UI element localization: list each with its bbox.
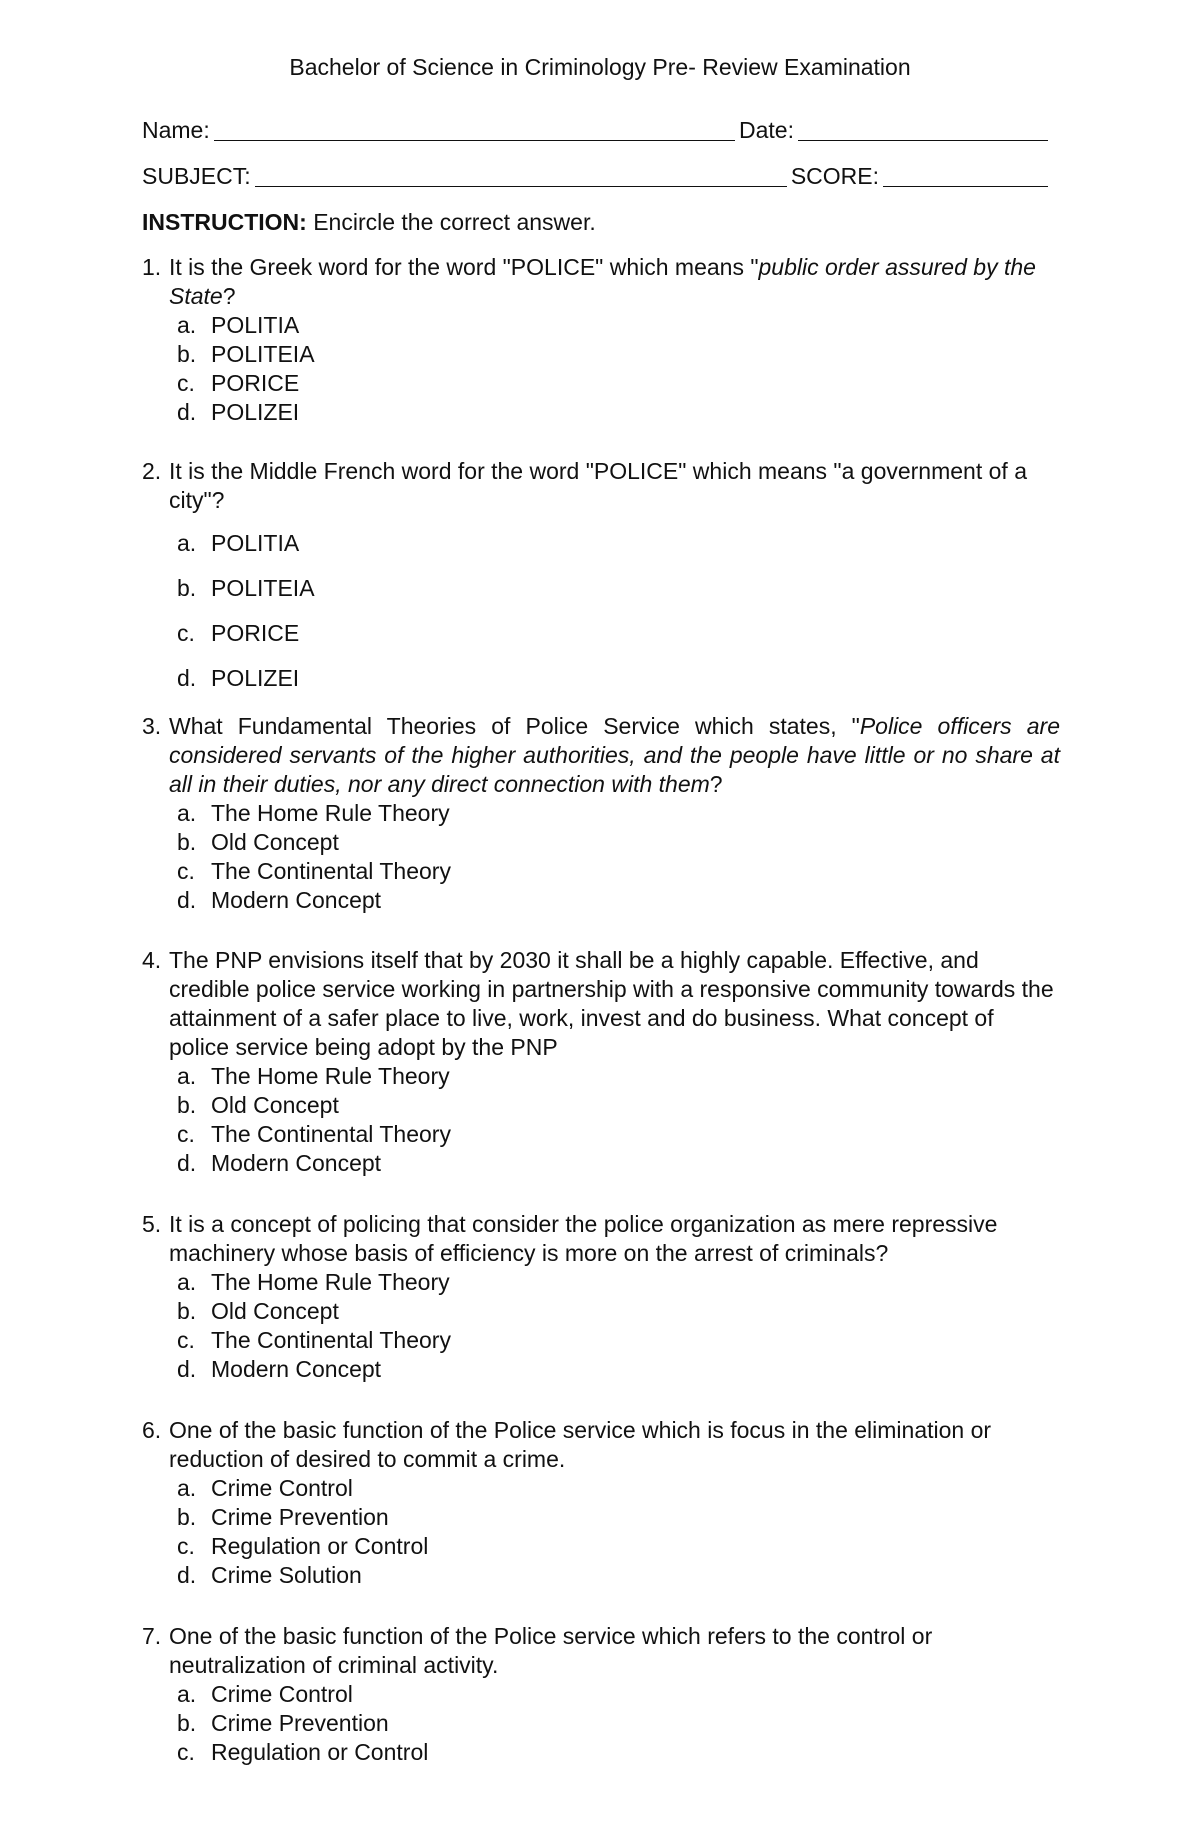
name-field[interactable] — [214, 118, 735, 141]
question-5 — [142, 1210, 1060, 1384]
option-b[interactable]: b. POLITEIA — [177, 575, 315, 601]
option-a[interactable]: a. The Home Rule Theory — [177, 1269, 450, 1295]
option-a[interactable]: a. Crime Control — [177, 1475, 353, 1501]
option-b[interactable]: b. Old Concept — [177, 829, 339, 855]
question-text: What Fundamental Theories of Police Service which states, "Police officers are considered servants of the higher authorities, and the people have little or no share at all in their duties, nor any direct connection with them? — [169, 713, 1060, 797]
option-b[interactable]: b. Crime Prevention — [177, 1504, 389, 1530]
option-c[interactable]: c. The Continental Theory — [177, 1327, 451, 1353]
option-d[interactable]: d. Modern Concept — [177, 887, 382, 913]
name-label: Name: — [142, 117, 210, 143]
option-c[interactable]: c. PORICE — [177, 370, 300, 396]
options — [177, 1474, 1060, 1590]
question-number: 4. — [142, 947, 162, 973]
name-date-row — [142, 116, 1052, 145]
question-number: 3. — [142, 713, 162, 739]
question-number: 1. — [142, 254, 162, 280]
option-c[interactable]: c. The Continental Theory — [177, 1121, 451, 1147]
option-c[interactable]: c. PORICE — [177, 620, 300, 646]
options — [177, 1680, 1060, 1767]
instruction-text: Encircle the correct answer. — [306, 209, 596, 235]
option-d[interactable]: d. Modern Concept — [177, 1150, 382, 1176]
option-b[interactable]: b. Old Concept — [177, 1298, 339, 1324]
score-label: SCORE: — [790, 163, 879, 189]
date-label: Date: — [739, 117, 794, 143]
subject-label: SUBJECT: — [142, 163, 251, 189]
question-1 — [142, 253, 1060, 427]
options — [177, 799, 1060, 915]
option-a[interactable]: a. POLITIA — [177, 530, 300, 556]
date-field[interactable] — [798, 118, 1048, 141]
question-text: It is the Middle French word for the word "POLICE" which means "a government of a city"? — [169, 458, 1027, 513]
question-number: 6. — [142, 1417, 162, 1443]
option-a[interactable]: a. Crime Control — [177, 1681, 353, 1707]
option-b[interactable]: b. POLITEIA — [177, 341, 315, 367]
question-text: It is a concept of policing that consider the police organization as mere repressive machinery whose basis of efficiency is more on the arrest of criminals? — [169, 1211, 998, 1266]
subject-score-row — [142, 162, 1052, 191]
option-b[interactable]: b. Crime Prevention — [177, 1710, 389, 1736]
option-d[interactable]: d. POLIZEI — [177, 665, 300, 691]
question-text: It is the Greek word for the word "POLICE" which means "public order assured by the State? — [169, 254, 1036, 309]
question-number: 7. — [142, 1623, 162, 1649]
question-text: One of the basic function of the Police service which is focus in the elimination or reduction of desired to commit a crime. — [169, 1417, 992, 1472]
option-c[interactable]: c. The Continental Theory — [177, 858, 451, 884]
option-c[interactable]: c. Regulation or Control — [177, 1533, 429, 1559]
option-a[interactable]: a. POLITIA — [177, 312, 300, 338]
option-a[interactable]: a. The Home Rule Theory — [177, 800, 450, 826]
question-number: 2. — [142, 458, 162, 484]
score-field[interactable] — [883, 164, 1048, 187]
options — [177, 1268, 1060, 1384]
subject-field[interactable] — [255, 164, 787, 187]
options — [177, 529, 1060, 693]
options — [177, 1062, 1060, 1178]
option-d[interactable]: d. POLIZEI — [177, 399, 300, 425]
question-text: The PNP envisions itself that by 2030 it shall be a highly capable. Effective, and credible police service working in partnership with a responsive community towards the attainment of a safer place to live, work, invest and do business. What concept of police service being adopt by the PNP — [169, 947, 1054, 1060]
option-b[interactable]: b. Old Concept — [177, 1092, 339, 1118]
instruction — [142, 208, 596, 237]
option-d[interactable]: d. Modern Concept — [177, 1356, 382, 1382]
question-6 — [142, 1416, 1060, 1590]
options — [177, 311, 1060, 427]
question-number: 5. — [142, 1211, 162, 1237]
question-4 — [142, 946, 1060, 1178]
question-2 — [142, 457, 1060, 709]
option-c[interactable]: c. Regulation or Control — [177, 1739, 429, 1765]
option-d[interactable]: d. Crime Solution — [177, 1562, 362, 1588]
instruction-label: INSTRUCTION: — [142, 209, 307, 235]
page-title: Bachelor of Science in Criminology Pre- Review Examination — [289, 54, 911, 80]
question-7 — [142, 1622, 1060, 1767]
question-3 — [142, 712, 1060, 915]
question-text: One of the basic function of the Police service which refers to the control or neutralization of criminal activity. — [169, 1623, 933, 1678]
option-a[interactable]: a. The Home Rule Theory — [177, 1063, 450, 1089]
